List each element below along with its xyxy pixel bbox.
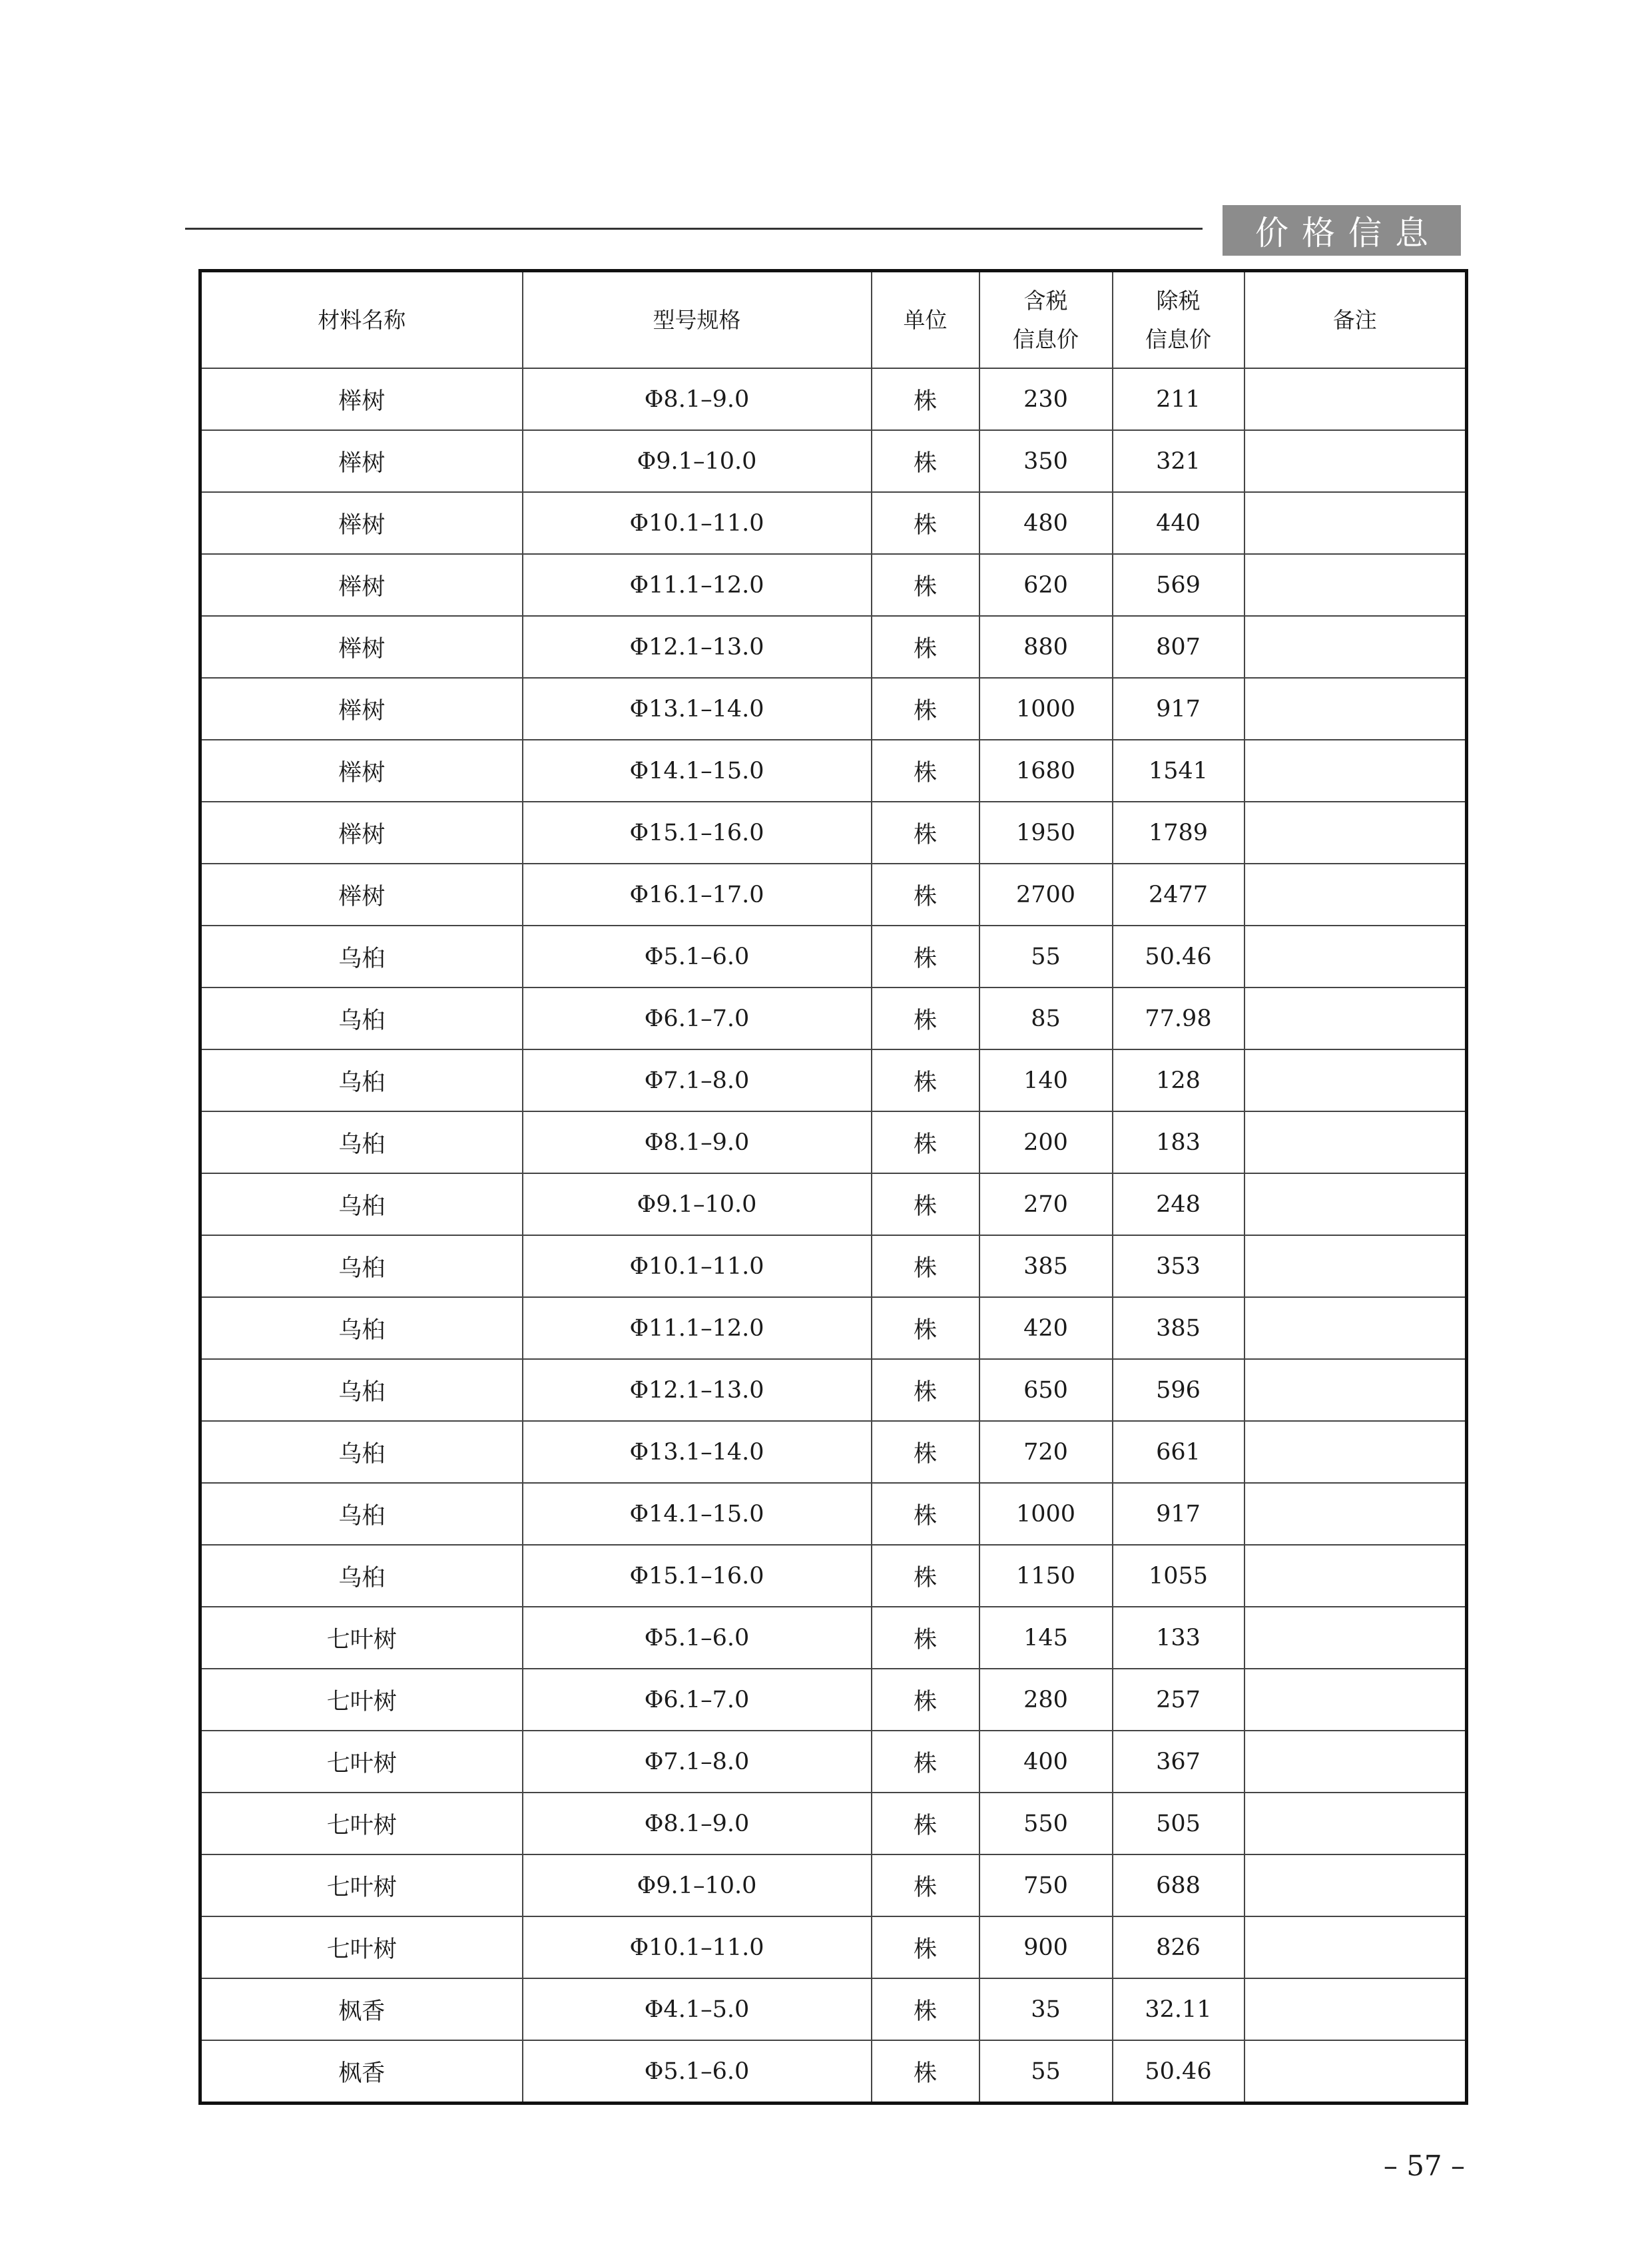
cell-price-without-tax: 688 <box>1113 1854 1244 1916</box>
cell-material-name: 七叶树 <box>200 1916 523 1978</box>
cell-unit: 株 <box>872 1421 979 1483</box>
cell-spec: Φ10.1–11.0 <box>523 492 872 554</box>
cell-price-without-tax: 2477 <box>1113 864 1244 926</box>
cell-price-with-tax: 900 <box>979 1916 1113 1978</box>
cell-price-with-tax: 400 <box>979 1731 1113 1793</box>
cell-spec: Φ11.1–12.0 <box>523 1297 872 1359</box>
cell-price-with-tax: 280 <box>979 1669 1113 1731</box>
cell-remark <box>1244 678 1467 740</box>
cell-material-name: 乌桕 <box>200 1111 523 1173</box>
cell-spec: Φ12.1–13.0 <box>523 1359 872 1421</box>
cell-remark <box>1244 1421 1467 1483</box>
cell-unit: 株 <box>872 864 979 926</box>
cell-unit: 株 <box>872 802 979 864</box>
table-row <box>200 988 1467 1049</box>
cell-price-without-tax: 32.11 <box>1113 1978 1244 2040</box>
cell-price-without-tax: 353 <box>1113 1235 1244 1297</box>
header-price-without-tax-line2: 信息价 <box>1145 326 1211 352</box>
table-row <box>200 554 1467 616</box>
cell-price-with-tax: 270 <box>979 1173 1113 1235</box>
cell-unit: 株 <box>872 988 979 1049</box>
cell-price-with-tax: 1000 <box>979 1483 1113 1545</box>
cell-price-without-tax: 440 <box>1113 492 1244 554</box>
cell-remark <box>1244 1235 1467 1297</box>
cell-price-without-tax: 917 <box>1113 1483 1244 1545</box>
cell-unit: 株 <box>872 1111 979 1173</box>
cell-spec: Φ11.1–12.0 <box>523 554 872 616</box>
cell-material-name: 乌桕 <box>200 988 523 1049</box>
table-row <box>200 2040 1467 2104</box>
cell-remark <box>1244 616 1467 678</box>
table-row <box>200 1111 1467 1173</box>
cell-unit: 株 <box>872 2040 979 2104</box>
cell-price-without-tax: 917 <box>1113 678 1244 740</box>
cell-unit: 株 <box>872 554 979 616</box>
cell-price-without-tax: 1055 <box>1113 1545 1244 1607</box>
header-spec: 型号规格 <box>523 271 872 369</box>
cell-material-name: 七叶树 <box>200 1731 523 1793</box>
header-price-with-tax-line1: 含税 <box>1023 287 1068 314</box>
cell-price-without-tax: 257 <box>1113 1669 1244 1731</box>
cell-remark <box>1244 864 1467 926</box>
cell-material-name: 七叶树 <box>200 1793 523 1854</box>
table-row <box>200 1607 1467 1669</box>
cell-price-without-tax: 569 <box>1113 554 1244 616</box>
table-row <box>200 1483 1467 1545</box>
table-row <box>200 1854 1467 1916</box>
cell-spec: Φ12.1–13.0 <box>523 616 872 678</box>
cell-material-name: 乌桕 <box>200 1545 523 1607</box>
cell-unit: 株 <box>872 1669 979 1731</box>
page-number: – 57 – <box>1383 2149 1465 2182</box>
cell-price-with-tax: 230 <box>979 368 1113 430</box>
table-row <box>200 1978 1467 2040</box>
cell-unit: 株 <box>872 368 979 430</box>
cell-remark <box>1244 1731 1467 1793</box>
cell-remark <box>1244 740 1467 802</box>
table-row <box>200 802 1467 864</box>
cell-price-without-tax: 211 <box>1113 368 1244 430</box>
header-price-with-tax-line2: 信息价 <box>1013 326 1079 352</box>
cell-price-with-tax: 620 <box>979 554 1113 616</box>
cell-unit: 株 <box>872 1049 979 1111</box>
table-row <box>200 1359 1467 1421</box>
cell-price-with-tax: 55 <box>979 926 1113 988</box>
cell-remark <box>1244 1359 1467 1421</box>
cell-remark <box>1244 2040 1467 2104</box>
cell-price-without-tax: 505 <box>1113 1793 1244 1854</box>
cell-price-with-tax: 650 <box>979 1359 1113 1421</box>
cell-unit: 株 <box>872 616 979 678</box>
cell-price-with-tax: 55 <box>979 2040 1113 2104</box>
cell-material-name: 枫香 <box>200 1978 523 2040</box>
cell-price-without-tax: 807 <box>1113 616 1244 678</box>
cell-price-without-tax: 1541 <box>1113 740 1244 802</box>
table-row <box>200 864 1467 926</box>
cell-price-without-tax: 128 <box>1113 1049 1244 1111</box>
cell-price-with-tax: 85 <box>979 988 1113 1049</box>
cell-spec: Φ5.1–6.0 <box>523 926 872 988</box>
cell-unit: 株 <box>872 492 979 554</box>
cell-price-without-tax: 596 <box>1113 1359 1244 1421</box>
header-price-with-tax <box>979 271 1113 369</box>
cell-material-name: 榉树 <box>200 740 523 802</box>
cell-price-with-tax: 720 <box>979 1421 1113 1483</box>
cell-spec: Φ13.1–14.0 <box>523 1421 872 1483</box>
cell-remark <box>1244 554 1467 616</box>
cell-price-with-tax: 2700 <box>979 864 1113 926</box>
cell-remark <box>1244 1483 1467 1545</box>
cell-material-name: 乌桕 <box>200 1235 523 1297</box>
cell-unit: 株 <box>872 1978 979 2040</box>
header-unit: 单位 <box>872 271 979 369</box>
cell-price-with-tax: 1150 <box>979 1545 1113 1607</box>
cell-price-without-tax: 183 <box>1113 1111 1244 1173</box>
table-row <box>200 1731 1467 1793</box>
cell-price-without-tax: 1789 <box>1113 802 1244 864</box>
table-row <box>200 430 1467 492</box>
header-price-without-tax-line1: 除税 <box>1156 287 1201 314</box>
cell-spec: Φ10.1–11.0 <box>523 1916 872 1978</box>
table-header-row <box>200 271 1467 369</box>
cell-unit: 株 <box>872 1854 979 1916</box>
cell-material-name: 乌桕 <box>200 1359 523 1421</box>
cell-remark <box>1244 430 1467 492</box>
cell-remark <box>1244 1607 1467 1669</box>
price-table <box>198 269 1468 2105</box>
cell-material-name: 七叶树 <box>200 1854 523 1916</box>
cell-price-without-tax: 385 <box>1113 1297 1244 1359</box>
cell-material-name: 乌桕 <box>200 1483 523 1545</box>
cell-price-with-tax: 200 <box>979 1111 1113 1173</box>
cell-price-with-tax: 1950 <box>979 802 1113 864</box>
cell-spec: Φ8.1–9.0 <box>523 1111 872 1173</box>
cell-material-name: 榉树 <box>200 802 523 864</box>
cell-price-with-tax: 145 <box>979 1607 1113 1669</box>
cell-price-with-tax: 350 <box>979 430 1113 492</box>
cell-spec: Φ9.1–10.0 <box>523 1854 872 1916</box>
cell-price-without-tax: 248 <box>1113 1173 1244 1235</box>
cell-material-name: 榉树 <box>200 430 523 492</box>
table-row <box>200 1173 1467 1235</box>
cell-price-without-tax: 367 <box>1113 1731 1244 1793</box>
cell-spec: Φ15.1–16.0 <box>523 1545 872 1607</box>
cell-unit: 株 <box>872 1235 979 1297</box>
cell-material-name: 榉树 <box>200 678 523 740</box>
cell-price-with-tax: 550 <box>979 1793 1113 1854</box>
cell-unit: 株 <box>872 1297 979 1359</box>
cell-unit: 株 <box>872 1731 979 1793</box>
cell-material-name: 七叶树 <box>200 1669 523 1731</box>
cell-price-without-tax: 826 <box>1113 1916 1244 1978</box>
cell-unit: 株 <box>872 1173 979 1235</box>
cell-material-name: 乌桕 <box>200 1049 523 1111</box>
cell-material-name: 枫香 <box>200 2040 523 2104</box>
cell-unit: 株 <box>872 1793 979 1854</box>
cell-spec: Φ6.1–7.0 <box>523 1669 872 1731</box>
cell-spec: Φ15.1–16.0 <box>523 802 872 864</box>
cell-remark <box>1244 926 1467 988</box>
cell-remark <box>1244 1173 1467 1235</box>
cell-spec: Φ10.1–11.0 <box>523 1235 872 1297</box>
cell-remark <box>1244 1854 1467 1916</box>
table-body <box>200 368 1467 2104</box>
cell-material-name: 乌桕 <box>200 1173 523 1235</box>
cell-remark <box>1244 1793 1467 1854</box>
header-remark: 备注 <box>1244 271 1467 369</box>
cell-spec: Φ5.1–6.0 <box>523 1607 872 1669</box>
cell-spec: Φ7.1–8.0 <box>523 1731 872 1793</box>
cell-price-with-tax: 750 <box>979 1854 1113 1916</box>
cell-remark <box>1244 1916 1467 1978</box>
cell-remark <box>1244 1111 1467 1173</box>
cell-unit: 株 <box>872 926 979 988</box>
cell-spec: Φ4.1–5.0 <box>523 1978 872 2040</box>
cell-unit: 株 <box>872 430 979 492</box>
cell-remark <box>1244 368 1467 430</box>
cell-spec: Φ5.1–6.0 <box>523 2040 872 2104</box>
cell-spec: Φ8.1–9.0 <box>523 368 872 430</box>
table-row <box>200 1916 1467 1978</box>
cell-unit: 株 <box>872 740 979 802</box>
cell-material-name: 乌桕 <box>200 1421 523 1483</box>
cell-remark <box>1244 1978 1467 2040</box>
cell-spec: Φ9.1–10.0 <box>523 1173 872 1235</box>
table-row <box>200 1421 1467 1483</box>
cell-remark <box>1244 1297 1467 1359</box>
table-row <box>200 1235 1467 1297</box>
cell-price-with-tax: 140 <box>979 1049 1113 1111</box>
cell-spec: Φ9.1–10.0 <box>523 430 872 492</box>
cell-price-without-tax: 661 <box>1113 1421 1244 1483</box>
cell-material-name: 榉树 <box>200 554 523 616</box>
cell-remark <box>1244 802 1467 864</box>
table-row <box>200 678 1467 740</box>
cell-unit: 株 <box>872 1916 979 1978</box>
cell-price-without-tax: 77.98 <box>1113 988 1244 1049</box>
cell-remark <box>1244 492 1467 554</box>
header-rule <box>185 228 1203 230</box>
cell-unit: 株 <box>872 1607 979 1669</box>
cell-price-without-tax: 50.46 <box>1113 926 1244 988</box>
cell-spec: Φ14.1–15.0 <box>523 1483 872 1545</box>
cell-price-with-tax: 480 <box>979 492 1113 554</box>
table-row <box>200 740 1467 802</box>
cell-price-with-tax: 385 <box>979 1235 1113 1297</box>
cell-unit: 株 <box>872 1545 979 1607</box>
table-row <box>200 1545 1467 1607</box>
cell-price-without-tax: 50.46 <box>1113 2040 1244 2104</box>
table-row <box>200 926 1467 988</box>
cell-spec: Φ6.1–7.0 <box>523 988 872 1049</box>
cell-material-name: 榉树 <box>200 492 523 554</box>
table-row <box>200 1297 1467 1359</box>
cell-price-with-tax: 420 <box>979 1297 1113 1359</box>
cell-unit: 株 <box>872 1359 979 1421</box>
cell-material-name: 榉树 <box>200 368 523 430</box>
cell-unit: 株 <box>872 1483 979 1545</box>
header-price-without-tax <box>1113 271 1244 369</box>
cell-material-name: 榉树 <box>200 864 523 926</box>
table-row <box>200 1793 1467 1854</box>
header-material-name: 材料名称 <box>200 271 523 369</box>
cell-remark <box>1244 988 1467 1049</box>
cell-price-without-tax: 321 <box>1113 430 1244 492</box>
cell-material-name: 榉树 <box>200 616 523 678</box>
cell-material-name: 七叶树 <box>200 1607 523 1669</box>
cell-price-with-tax: 35 <box>979 1978 1113 2040</box>
table-row <box>200 1669 1467 1731</box>
cell-spec: Φ16.1–17.0 <box>523 864 872 926</box>
table-row <box>200 616 1467 678</box>
table-row <box>200 492 1467 554</box>
cell-remark <box>1244 1049 1467 1111</box>
cell-spec: Φ13.1–14.0 <box>523 678 872 740</box>
cell-price-with-tax: 1000 <box>979 678 1113 740</box>
cell-spec: Φ7.1–8.0 <box>523 1049 872 1111</box>
cell-material-name: 乌桕 <box>200 926 523 988</box>
cell-spec: Φ8.1–9.0 <box>523 1793 872 1854</box>
cell-unit: 株 <box>872 678 979 740</box>
cell-price-without-tax: 133 <box>1113 1607 1244 1669</box>
table-row <box>200 368 1467 430</box>
section-title-badge: 价格信息 <box>1223 205 1461 256</box>
cell-material-name: 乌桕 <box>200 1297 523 1359</box>
cell-price-with-tax: 1680 <box>979 740 1113 802</box>
cell-price-with-tax: 880 <box>979 616 1113 678</box>
cell-spec: Φ14.1–15.0 <box>523 740 872 802</box>
cell-remark <box>1244 1669 1467 1731</box>
table-row <box>200 1049 1467 1111</box>
cell-remark <box>1244 1545 1467 1607</box>
